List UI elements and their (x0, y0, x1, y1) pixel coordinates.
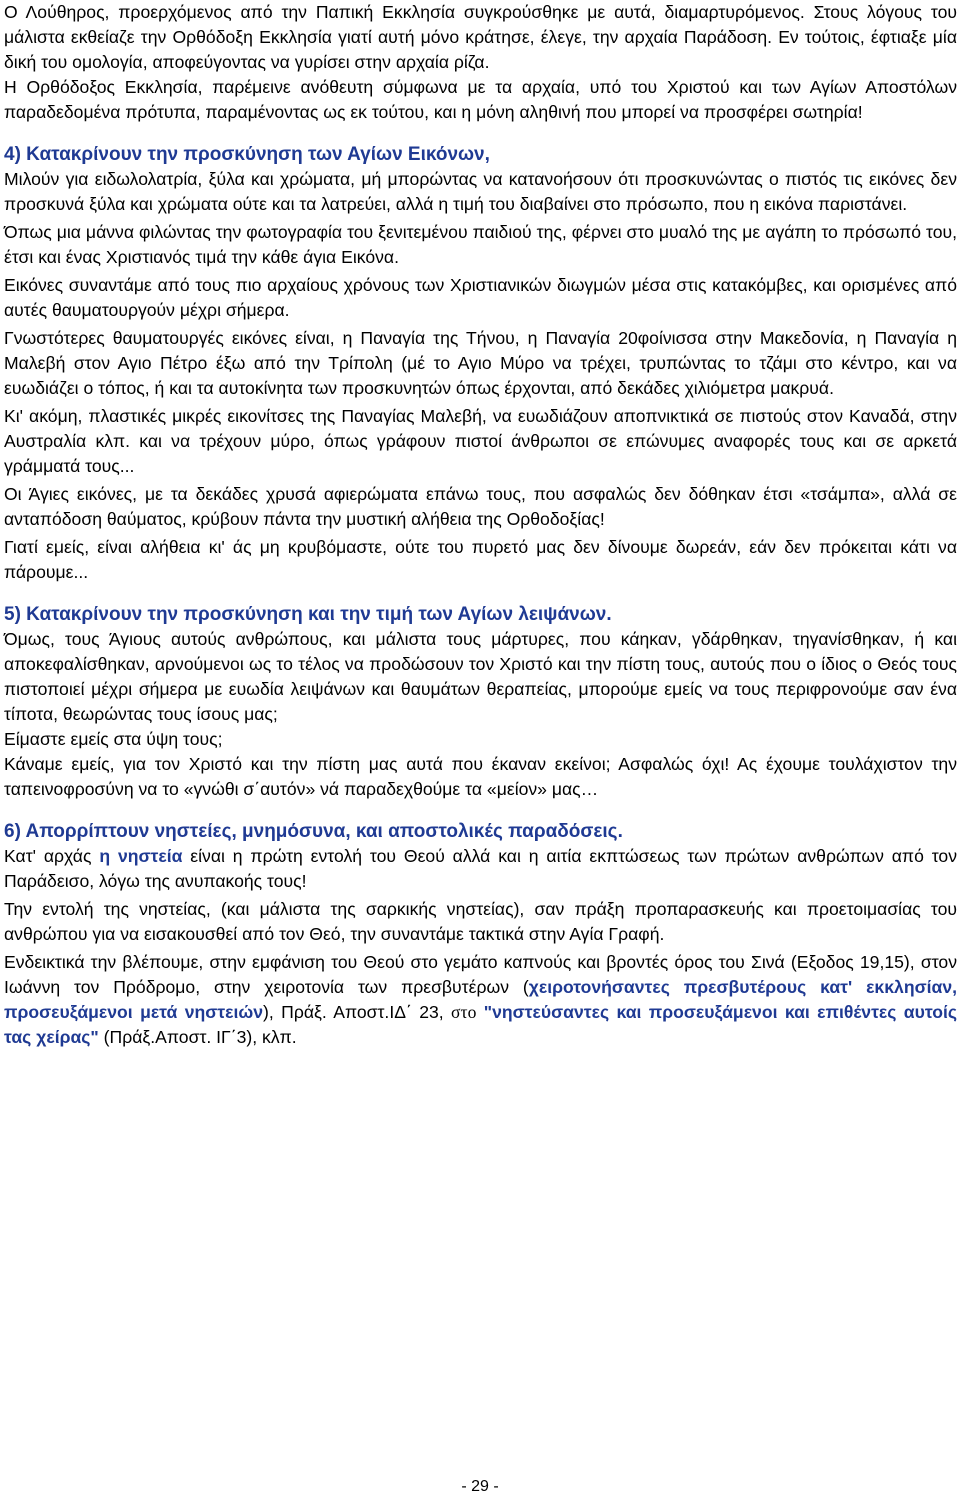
section-4-paragraph-2: Όπως μια μάννα φιλώντας την φωτογραφία του ξενιτεμένου παιδιού της, φέρνει στο μυαλό της με αγάπη το πρόσωπό του, έτσι και ένας Χριστιανός τιμά την κάθε άγια Εικόνα. (4, 222, 957, 267)
section-5-paragraph-2: Είμαστε εμείς στα ύψη τους; (4, 729, 223, 749)
section-6-p3-post: (Πράξ.Αποστ. ΙΓ΄3), κλπ. (98, 1027, 297, 1047)
section-4-paragraph-7: Γιατί εμείς, είναι αλήθεια κι' άς μη κρυβόμαστε, ούτε του πυρετό μας δεν δίνουμε δωρεάν, εάν δεν πρόκειται κάτι να πάρουμε... (4, 537, 957, 582)
section-5-paragraph-1: Όμως, τους Άγιους αυτούς ανθρώπους, και μάλιστα τους μάρτυρες, που κάηκαν, γδάρθηκαν, τηγανίσθηκαν, ή και αποκεφαλίσθηκαν, αρνούμενοι ως το τέλος να προδώσουν τον Χριστό και την πίστη τους, αυτούς που ο ίδιος ο Θεός τους πιστοποιεί μέχρι σήμερα με ευωδία λειψάνων και θαυμάτων θεραπείας, μπορούμε εμείς να τους περιφρονούμε σαν ένα τίποτα, θεωρώντας τους ίσους μας; (4, 629, 957, 724)
section-4-paragraph-3: Εικόνες συναντάμε από τους πιο αρχαίους χρόνους των Χριστιανικών διωγμών μέσα στις κατακόμβες, και ορισμένες από αυτές θαυματουργούν μέχρι σήμερα. (4, 275, 957, 320)
section-5-paragraph-3: Κάναμε εμείς, για τον Χριστό και την πίστη μας αυτά που έκαναν εκείνοι; Ασφαλώς όχι! Ας έχουμε τουλάχιστον την ταπεινοφροσύνη να το «γνώθι σ΄αυτόν» νά παραδεχθούμε τα «μείον» μας… (4, 754, 957, 799)
section-4-paragraph-6: Οι Άγιες εικόνες, με τα δεκάδες χρυσά αφιερώματα επάνω τους, που ασφαλώς δεν δόθηκαν έτσι «τσάμπα», αλλά σε ανταπόδοση θαύματος, κρύβουν πάντα την μυστική αλήθεια της Ορθοδοξίας! (4, 484, 957, 529)
page-number: - 29 - (461, 1478, 499, 1495)
section-4-paragraph-1: Μιλούν για ειδωλολατρία, ξύλα και χρώματα, μή μπορώντας να κατανοήσουν ότι προσκυνώντας ο πιστός τις εικόνες δεν προσκυνά ξύλα και χρώματα ούτε και τα λατρεύει, αλλά η τιμή του διαβαίνει στο πρόσωπο, που η εικόνα παριστάνει. (4, 169, 957, 214)
section-6-p1-post: είναι η πρώτη εντολή του Θεού αλλά και η αιτία εκπτώσεως των πρώτων ανθρώπων από τον Παράδεισο, λόγω της ανυπακοής τους! (4, 846, 957, 891)
section-4-paragraph-4: Γνωστότερες θαυματουργές εικόνες είναι, η Παναγία της Τήνου, η Παναγία 20φοίνισσα στην Μακεδονία, η Παναγία η Μαλεβή στον Αγιο Πέτρο έξω από την Τρίπολη (μέ το Αγιο Μύρο να τρέχει, τρυπώντας το τζάμι στο κέντρο, και να ευωδιάζει ο τόπος, ή και τα αυτοκίνητα των προσκυνητών όπως έρχονται, από δεκάδες χιλιόμετρα μακρυά. (4, 328, 957, 398)
intro-paragraph-2: Η Ορθόδοξος Εκκλησία, παρέμεινε ανόθευτη σύμφωνα με τα αρχαία, υπό του Χριστού και των Αγίων Αποστόλων παραδεδομένα πρότυπα, παραμένοντας ως εκ τούτου, και η μόνη αληθινή που μπορεί να προσφέρει σωτηρία! (4, 77, 957, 122)
section-4-heading: 4) Κατακρίνουν την προσκύνηση των Αγίων Εικόνων, (4, 144, 490, 165)
section-6-p3-sto: στο (451, 1002, 477, 1022)
section-6-p3-quote-2: "νηστεύσαντες και προσευξάμενοι και επιθέντες αυτοίς τας χείρας" (4, 1002, 958, 1047)
section-6-p1-emphasis: η νηστεία (99, 846, 183, 866)
section-4-paragraph-5: Κι' ακόμη, πλαστικές μικρές εικονίτσες της Παναγίας Μαλεβή, να ευωδιάζουν αποπνικτικά σε πιστούς στον Καναδά, στην Αυστραλία κλπ. και να τρέχουν μύρο, όπως γράφουν πιστοί άνθρωποι σε επώνυμες αναφορές τους και σε αρκετά γράμματά τους... (4, 406, 957, 476)
section-6-paragraph-1 (4, 844, 957, 894)
document-page (4, 0, 957, 1050)
intro-paragraph-1: Ο Λούθηρος, προερχόμενος από την Παπική Εκκλησία συγκρούσθηκε με αυτά, διαμαρτυρόμενος. Στους λόγους του μάλιστα εκθείαζε την Ορθόδοξη Εκκλησία γιατί αυτή μόνο κράτησε, έλεγε, την αρχαία Παράδοση. Εν τούτοις, έφτιαξε μία δική του ομολογία, αποφεύγοντας να γυρίσει στην αρχαία ρίζα. (4, 2, 957, 72)
section-6-p3-pre: Ενδεικτικά την βλέπουμε, στην εμφάνιση του Θεού στο γεμάτο καπνούς και βροντές όρος του Σινά (Εξοδος 19,15), στον Ιωάννη τον Πρόδρομο, στην χειροτονία των πρεσβυτέρων ( (4, 952, 957, 997)
section-6-p3-mid: ), Πράξ. Αποστ.ΙΔ΄ 23, (263, 1002, 452, 1022)
section-6-p1-pre: Κατ' αρχάς (4, 846, 100, 866)
section-5-heading: 5) Κατακρίνουν την προσκύνηση και την τιμή των Αγίων λειψάνων. (4, 604, 612, 625)
section-6-p3-quote-1: χειροτονήσαντες πρεσβυτέρους κατ' εκκλησίαν, προσευξάμενοι μετά νηστειών (4, 977, 957, 1022)
section-6-heading: 6) Απορρίπτουν νηστείες, μνημόσυνα, και αποστολικές παραδόσεις. (4, 821, 623, 842)
section-6-paragraph-2: Την εντολή της νηστείας, (και μάλιστα της σαρκικής νηστείας), σαν πράξη προπαρασκευής και προετοιμασίας του ανθρώπου για να εισακουσθεί από τον Θεό, την συναντάμε τακτικά στην Αγία Γραφή. (4, 899, 957, 944)
section-6-paragraph-3 (4, 950, 957, 1050)
